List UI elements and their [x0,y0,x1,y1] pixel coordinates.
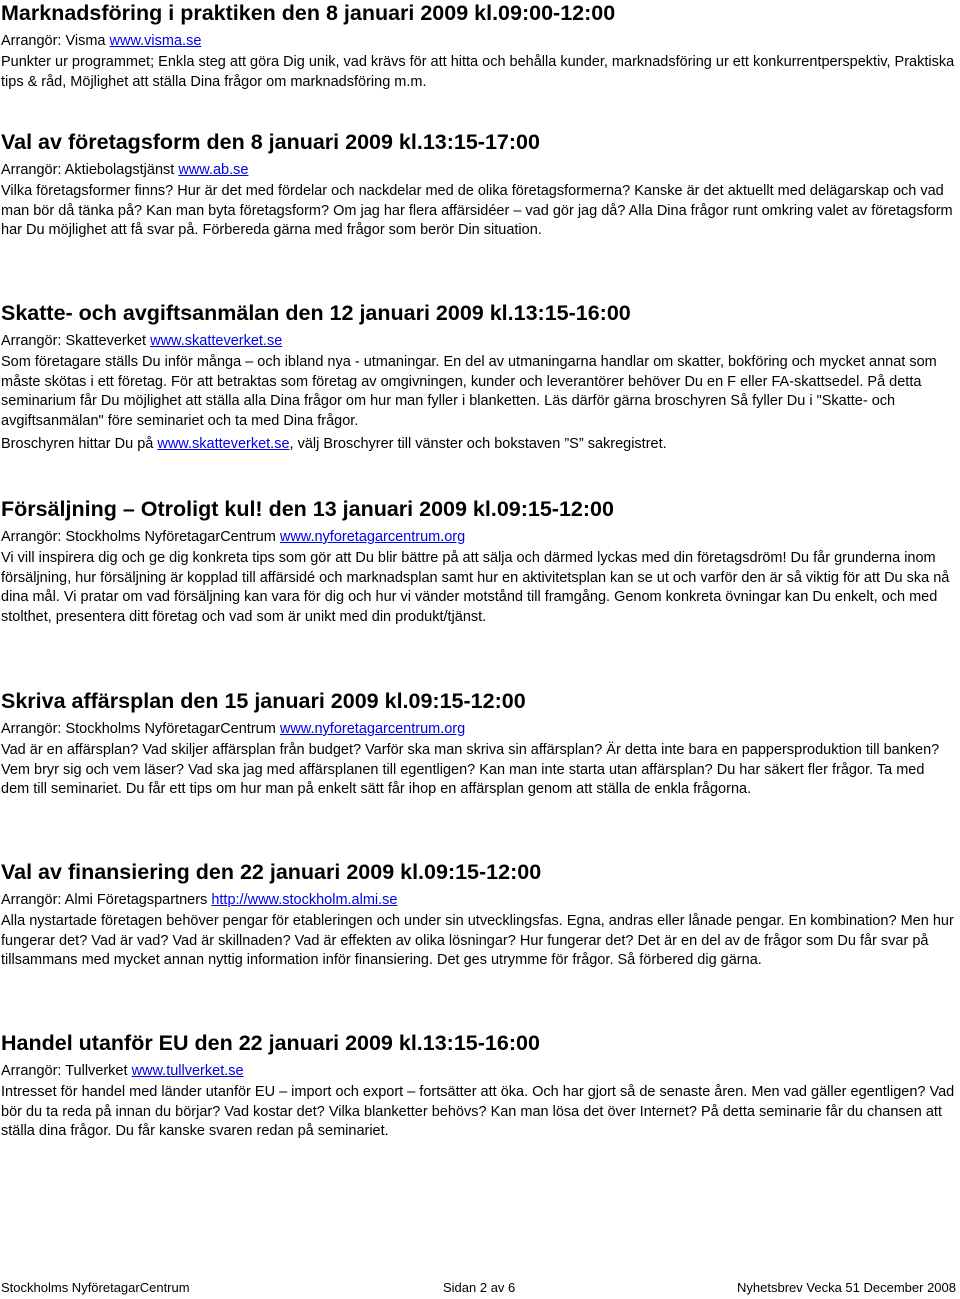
section-title: Försäljning – Otroligt kul! den 13 januari 2009 kl.09:15-12:00 [1,497,614,521]
organizer-label: Arrangör: Stockholms NyföretagarCentrum [1,529,276,545]
section-paragraph: Punkter ur programmet; Enkla steg att göra Dig unik, vad krävs för att hitta och behålla kunder, marknadsföring ur ett konkurrentperspektiv, Praktiska tips & råd, Möjlighet att ställa Dina frågor om marknadsföring m.m. [1,54,955,90]
footer-organization: Stockholms NyföretagarCentrum [1,1280,190,1295]
section-paragraph: Vi vill inspirera dig och ge dig konkreta tips som gör att Du blir bättre på att sälja och därmed lyckas med din företagsdröm! Du får grunderna inom försäljning, hur försäljning är kopplad till affärsidé och marknadsplan samt hur en aktivitetsplan kan se ut och varför den är så viktig för att Du ska nå dina mål. Vi pratar om vad försäljning kan vara för dig och hur vi vänder motstånd till framgång. Genom konkreta övningar kan Du enkelt, och med stolthet, presentera ditt företag och vad som är unikt med din produkt/tjänst. [1,550,950,625]
organizer-label: Arrangör: Aktiebolagstjänst [1,162,175,178]
section-title: Skatte- och avgiftsanmälan den 12 januari 2009 kl.13:15-16:00 [1,301,631,325]
organizer-link[interactable]: www.nyforetagarcentrum.org [279,529,466,545]
brochure-text-after: , välj Broschyrer till vänster och bokstaven ”S” sakregistret. [289,436,667,453]
organizer-line [1,332,956,351]
brochure-text-before: Broschyren hittar Du på [1,436,158,453]
section-finansiering [1,859,956,971]
section-paragraph: Vilka företagsformer finns? Hur är det med fördelar och nackdelar med de olika företagsformerna? Kanske är det aktuellt med delägarskap och vad man bör då tänka på? Kan man byta företagsform? Om jag har flera affärsidéer – vad gör jag då? Alla Dina frågor runt omkring valet av företagsform har Du möjlighet att få svar på. Förbereda gärna med frågor som berör Din situation. [1,183,953,239]
section-skatteanmalan [1,300,956,455]
section-paragraph: Vad är en affärsplan? Vad skiljer affärsplan från budget? Varför ska man skriva sin affärsplan? Är detta inte bara en pappersproduktion till banken? Vem bryr sig och vem läser? Vad ska jag med affärsplanen till egentligen? Kan man inte starta utan affärsplan? Du har säkert fler frågor. Ta med dem till seminariet. Du får ett tips om hur man på enkelt sätt får ihop en affärsplan genom att ställa de enkla frågorna. [1,742,940,798]
organizer-line [1,528,956,547]
organizer-label: Arrangör: Tullverket [1,1063,128,1079]
section-handel-utanfor-eu [1,1030,956,1142]
section-paragraph: Alla nystartade företagen behöver pengar för etableringen och under sin utvecklingsfas. Egna, andras eller lånade pengar. En kombination? Men hur fungerar det? Vad är vad? Vad är skillnaden? Vad är effekten av olika lösningar? Hur fungerar det? Det är en del av de frågor som Du får svar på tillsammans med mycket annan nyttig information inför finansiering. Det ges utrymme för frågor. Så förbered dig gärna. [1,913,954,969]
footer-page-number: Sidan 2 av 6 [443,1280,516,1295]
organizer-link[interactable]: http://www.stockholm.almi.se [211,892,398,908]
section-affarsplan [1,688,956,800]
section-foretagsform [1,129,956,241]
organizer-label: Arrangör: Almi Företagspartners [1,892,208,908]
organizer-label: Arrangör: Stockholms NyföretagarCentrum [1,721,276,737]
organizer-link[interactable]: www.skatteverket.se [150,333,283,349]
brochure-link[interactable]: www.skatteverket.se [157,436,290,453]
section-marknadsforing [1,0,956,92]
section-body [1,549,956,627]
organizer-link[interactable]: www.ab.se [178,162,249,178]
section-paragraph: Intresset för handel med länder utanför EU – import och export – fortsätter att öka. Och har gjort så de senaste åren. Men vad gäller egentligen? Vad bör du ta reda på innan du börjar? Vad kostar det? Vilka blanketter behövs? Kan man lösa det över Internet? På detta seminarie får du chansen att ställa dina frågor. Du får kanske svaren redan på seminariet. [1,1084,955,1140]
organizer-line [1,32,956,51]
organizer-link[interactable]: www.nyforetagarcentrum.org [279,721,466,737]
section-title: Val av företagsform den 8 januari 2009 kl.13:15-17:00 [1,130,540,154]
organizer-line [1,891,956,910]
organizer-label: Arrangör: Skatteverket [1,333,147,349]
section-body [1,1083,956,1142]
organizer-line [1,720,956,739]
section-body [1,53,956,92]
section-body [1,741,956,800]
section-title: Skriva affärsplan den 15 januari 2009 kl.09:15-12:00 [1,689,526,713]
section-body [1,912,956,971]
section-paragraph: Som företagare ställs Du inför många – och ibland nya - utmaningar. En del av utmaningarna handlar om skatter, bokföring och mycket annat som måste skötas i ett företag. För att betraktas som företag av omgivningen, kunder och leverantörer behöver Du en F eller FA-skattsedel. På detta seminarium får Du möjlighet att ställa alla Dina frågor om hur man fyller i blanketten. Läs därför gärna broschyren Så fyller Du i "Skatte- och avgiftsanmälan" före seminariet och ta med Dina frågor. [1,354,937,429]
brochure-paragraph [1,435,956,455]
organizer-line [1,161,956,180]
section-body [1,182,956,241]
section-title: Val av finansiering den 22 januari 2009 kl.09:15-12:00 [1,860,542,884]
organizer-link[interactable]: www.visma.se [109,33,202,49]
section-forsaljning [1,496,956,627]
section-title: Marknadsföring i praktiken den 8 januari 2009 kl.09:00-12:00 [1,1,616,25]
section-title: Handel utanför EU den 22 januari 2009 kl.13:15-16:00 [1,1031,540,1055]
organizer-link[interactable]: www.tullverket.se [131,1063,244,1079]
organizer-line [1,1062,956,1081]
section-body [1,353,956,455]
organizer-label: Arrangör: Visma [1,33,106,49]
footer-newsletter: Nyhetsbrev Vecka 51 December 2008 [737,1280,956,1295]
